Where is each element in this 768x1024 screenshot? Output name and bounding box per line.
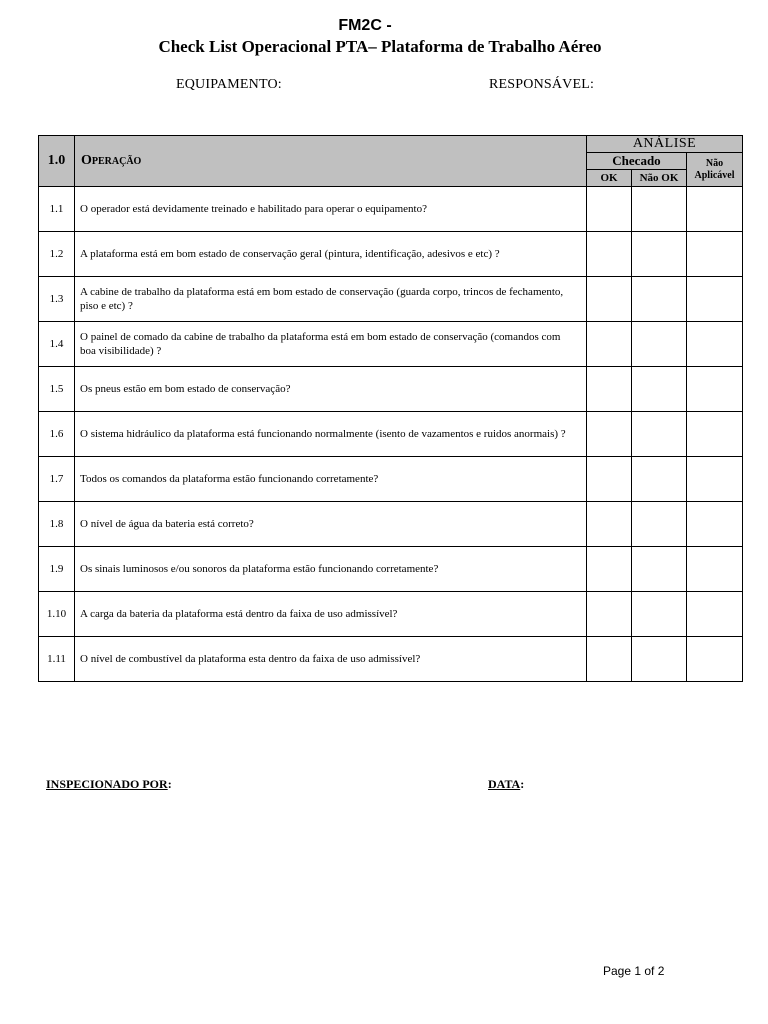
item-number: 1.2 [39,232,75,277]
ok-cell[interactable] [587,457,632,502]
item-number: 1.5 [39,367,75,412]
table-row [39,277,743,322]
table-row [39,232,743,277]
ok-cell[interactable] [587,322,632,367]
not-applicable-cell[interactable] [687,367,743,412]
not-applicable-cell[interactable] [687,322,743,367]
item-question: Todos os comandos da plataforma estão funcionando corretamente? [75,457,587,502]
ok-cell[interactable] [587,592,632,637]
responsible-label: RESPONSÁVEL: [489,77,595,92]
table-row [39,187,743,232]
not-ok-cell[interactable] [632,592,687,637]
item-number: 1.6 [39,412,75,457]
table-row [39,637,743,682]
equipment-label: EQUIPAMENTO: [176,77,282,92]
section-number: 1.0 [39,136,75,187]
not-applicable-cell[interactable] [687,277,743,322]
not-ok-cell[interactable] [632,412,687,457]
table-row [39,322,743,367]
not-applicable-cell[interactable] [687,637,743,682]
not-ok-cell[interactable] [632,322,687,367]
ok-cell[interactable] [587,502,632,547]
item-question: O painel de comado da cabine de trabalho da plataforma está em bom estado de conservação (comandos com boa visibilidade) ? [75,322,587,367]
item-question: Os sinais luminosos e/ou sonoros da plataforma estão funcionando corretamente? [75,547,587,592]
date-label [488,777,524,792]
not-ok-header: Não OK [632,170,687,187]
date-text: DATA [488,777,521,791]
not-ok-cell[interactable] [632,187,687,232]
not-applicable-cell[interactable] [687,457,743,502]
item-number: 1.10 [39,592,75,637]
not-applicable-cell[interactable] [687,592,743,637]
ok-cell[interactable] [587,547,632,592]
not-ok-cell[interactable] [632,502,687,547]
item-number: 1.7 [39,457,75,502]
inspected-by-label [46,777,172,792]
ok-cell[interactable] [587,412,632,457]
item-number: 1.1 [39,187,75,232]
item-number: 1.9 [39,547,75,592]
ok-cell[interactable] [587,277,632,322]
not-ok-cell[interactable] [632,367,687,412]
not-ok-cell[interactable] [632,232,687,277]
item-number: 1.8 [39,502,75,547]
not-ok-cell[interactable] [632,547,687,592]
checklist-table [38,135,743,682]
date-colon: : [520,777,525,791]
not-ok-cell[interactable] [632,277,687,322]
ok-cell[interactable] [587,637,632,682]
item-question: Os pneus estão em bom estado de conservação? [75,367,587,412]
item-question: O nível de água da bateria está correto? [75,502,587,547]
not-applicable-header: Não Aplicável [687,153,743,187]
not-ok-cell[interactable] [632,457,687,502]
item-question: A plataforma está em bom estado de conservação geral (pintura, identificação, adesivos e etc) ? [75,232,587,277]
item-number: 1.11 [39,637,75,682]
section-title: Operação [75,136,587,187]
item-number: 1.3 [39,277,75,322]
inspected-by-text: INSPECIONADO POR [46,777,168,791]
item-number: 1.4 [39,322,75,367]
ok-cell[interactable] [587,232,632,277]
form-code: FM2C - [338,17,392,34]
not-ok-cell[interactable] [632,637,687,682]
not-applicable-cell[interactable] [687,232,743,277]
not-applicable-cell[interactable] [687,412,743,457]
item-question: O sistema hidráulico da plataforma está funcionando normalmente (isento de vazamentos e ruidos anormais) ? [75,412,587,457]
item-question: A carga da bateria da plataforma está dentro da faixa de uso admissível? [75,592,587,637]
table-row [39,457,743,502]
page-number: Page 1 of 2 [603,964,665,978]
table-row [39,592,743,637]
item-question: A cabine de trabalho da plataforma está em bom estado de conservação (guarda corpo, trincos de fechamento, piso e etc) ? [75,277,587,322]
analysis-header: ANÁLISE [587,136,743,153]
inspected-by-colon: : [167,777,172,791]
ok-cell[interactable] [587,367,632,412]
ok-header: OK [587,170,632,187]
not-applicable-cell[interactable] [687,502,743,547]
item-question: O nível de combustível da plataforma esta dentro da faixa de uso admissível? [75,637,587,682]
ok-cell[interactable] [587,187,632,232]
table-row [39,547,743,592]
table-row [39,502,743,547]
not-applicable-cell[interactable] [687,547,743,592]
checked-header: Checado [587,153,687,170]
table-row [39,367,743,412]
item-question: O operador está devidamente treinado e habilitado para operar o equipamento? [75,187,587,232]
not-applicable-cell[interactable] [687,187,743,232]
document-title: Check List Operacional PTA– Plataforma de Trabalho Aéreo [158,37,602,56]
table-row [39,412,743,457]
